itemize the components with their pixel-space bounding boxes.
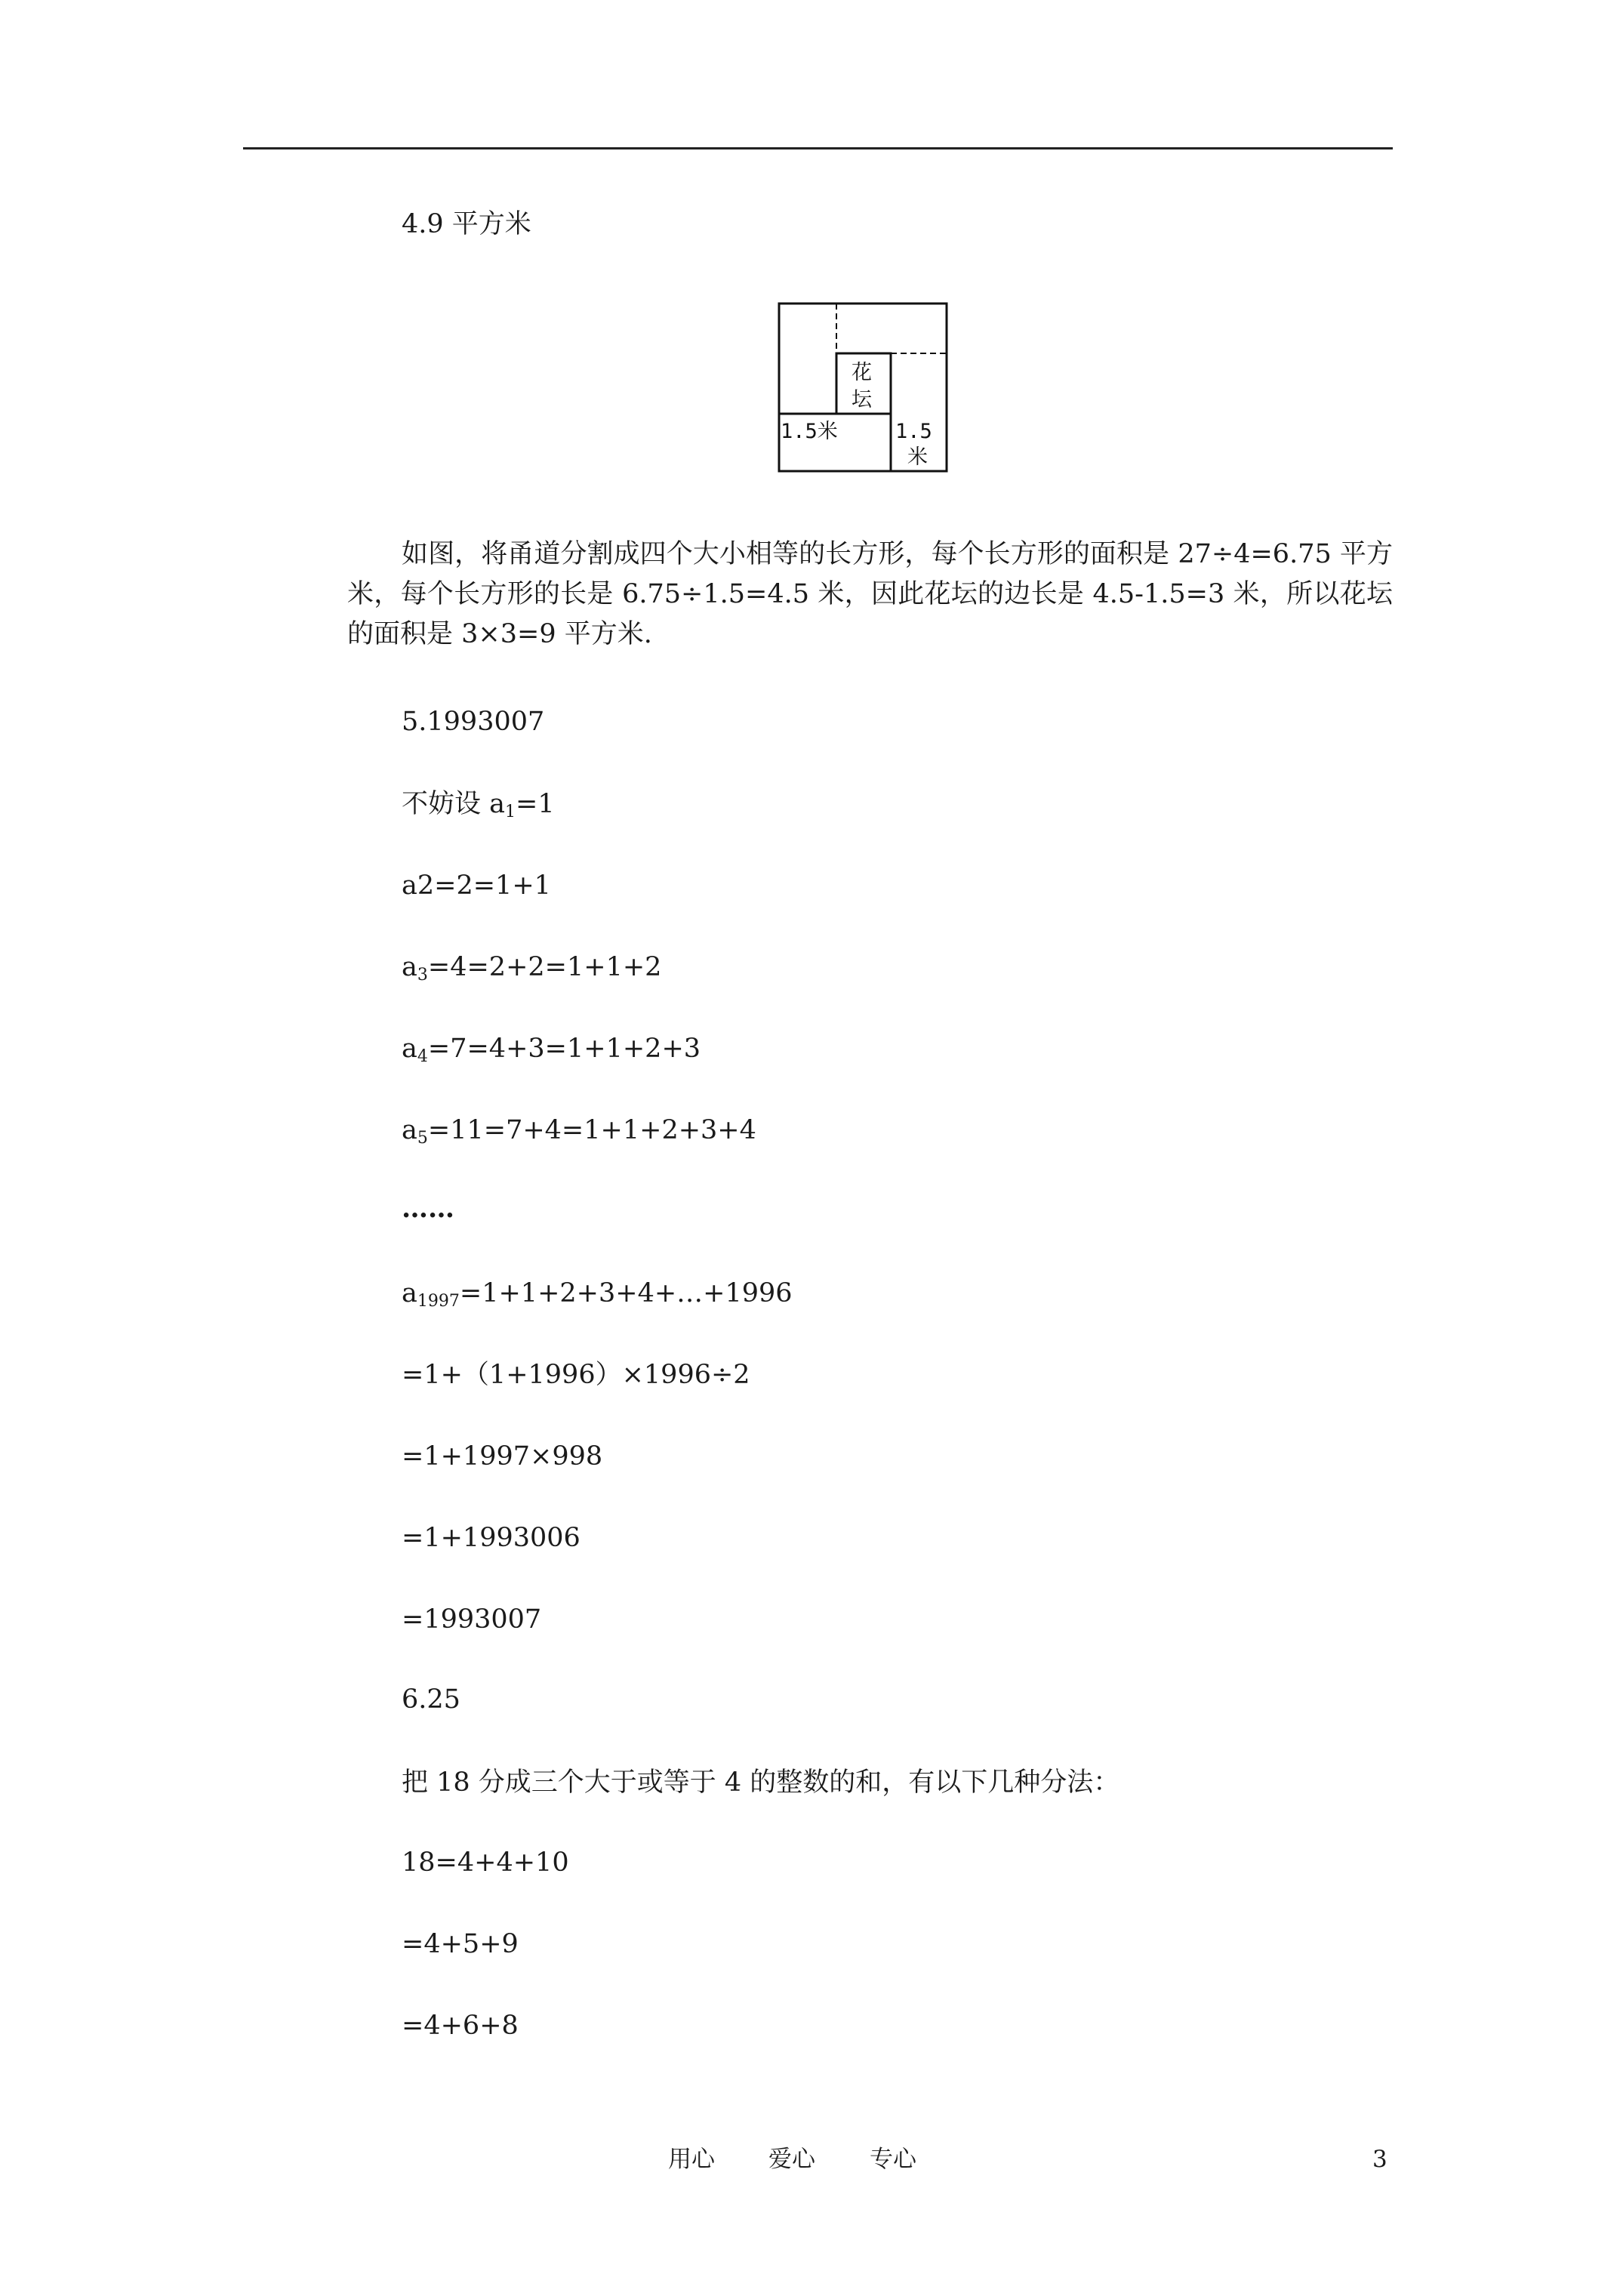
header-rule <box>243 147 1393 149</box>
answer5-heading: 5.1993007 <box>402 707 545 737</box>
answer6-line1: 18=4+4+10 <box>402 1848 569 1878</box>
answer6-intro: 把 18 分成三个大于或等于 4 的整数的和，有以下几种分法： <box>402 1767 1120 1798</box>
answer5-line5: $a_5=11=7+4=1+1+2+3+4$ <box>402 1115 756 1148</box>
answer5-line10: =1993007 <box>402 1604 542 1635</box>
diagram-label-garden-2: 坛 <box>852 388 872 411</box>
answer5-line1: 不妨设 $a_1=1$ <box>402 789 555 821</box>
answer5-line6: $a_{1997}=1+1+2+3+4+\dots+1996$ <box>402 1278 793 1311</box>
garden-diagram <box>778 302 951 476</box>
diagram-label-width-right-1: 1.5 <box>895 420 932 443</box>
answer5-line7: =1+（1+1996）×1996÷2 <box>402 1360 750 1390</box>
answer5-line8: =1+1997×998 <box>402 1441 603 1472</box>
answer4-explanation: 如图，将甬道分割成四个大小相等的长方形，每个长方形的面积是 27÷4=6.75 平方米，每个长方形的长是 6.75÷1.5=4.5 米，因此花坛的边长是 4.5-1.5=3 米，所以花坛的面积是 3×3=9 平方米. <box>347 539 1393 649</box>
answer4-heading: 4.9 平方米 <box>402 209 531 239</box>
answer6-line2: =4+5+9 <box>402 1929 519 1959</box>
answer6-heading: 6.25 <box>402 1684 460 1715</box>
answer5-ellipsis: …… <box>402 1193 454 1224</box>
diagram-label-width-right-2: 米 <box>907 445 928 469</box>
footer-slogan-2: 爱心 <box>768 2146 815 2173</box>
footer-slogan-1: 用心 <box>668 2146 715 2173</box>
page-number: 3 <box>1372 2146 1387 2173</box>
diagram-label-width-left: 1.5米 <box>781 420 838 443</box>
answer5-line4: $a_4=7=4+3=1+1+2+3$ <box>402 1034 701 1066</box>
answer5-line9: =1+1993006 <box>402 1523 581 1553</box>
answer5-line2: a2=2=1+1 <box>402 871 551 901</box>
diagram-label-garden-1: 花 <box>852 361 872 384</box>
footer-slogan-3: 专心 <box>870 2146 916 2173</box>
answer6-line3: =4+6+8 <box>402 2011 519 2041</box>
answer5-line3: $a_3=4=2+2=1+1+2$ <box>402 952 662 985</box>
